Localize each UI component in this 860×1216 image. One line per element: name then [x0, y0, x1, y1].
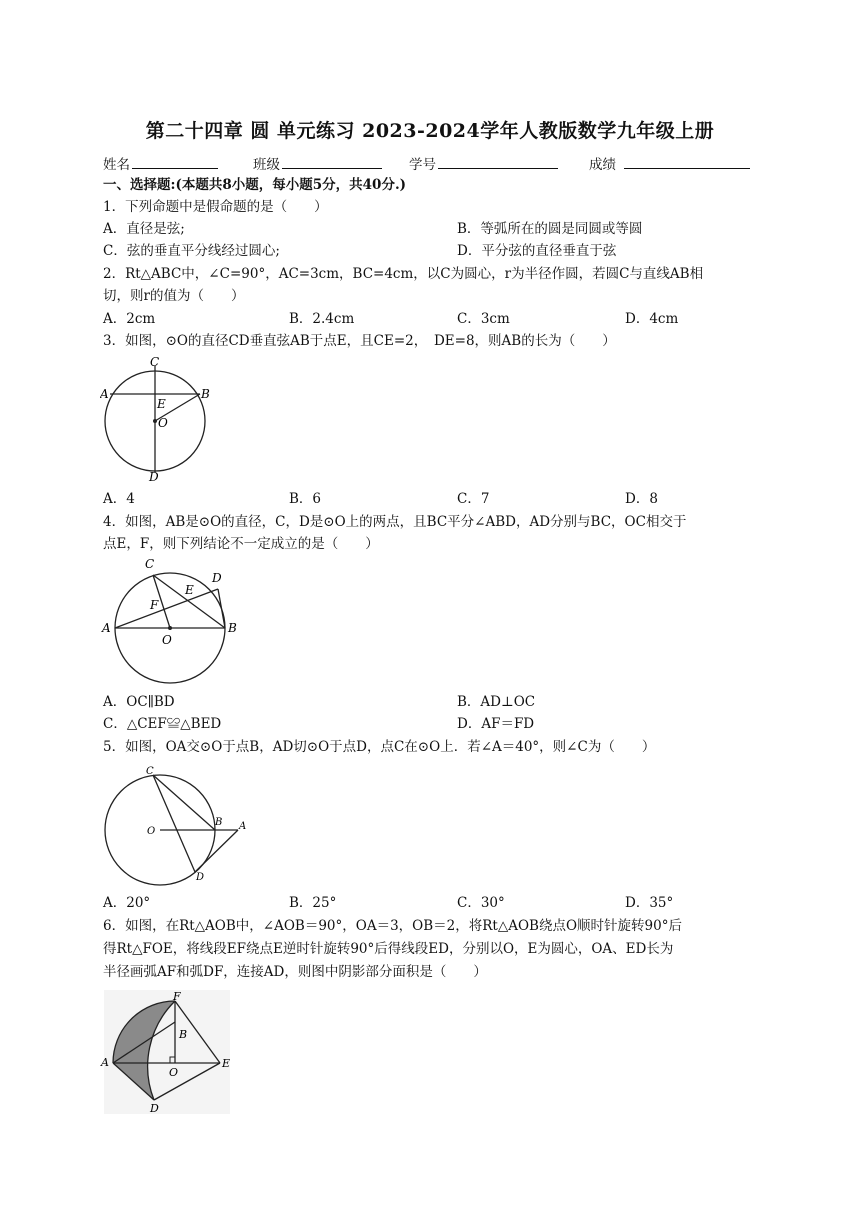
q5-label-b: B — [215, 817, 223, 828]
q1-stem: 1．下列命题中是假命题的是（ ） — [103, 199, 328, 215]
q4-stem-line1: 4．如图，AB是⊙O的直径，C，D是⊙O上的两点，且BC平分∠ABD，AD分别与BC，OC相交于 — [103, 514, 687, 530]
q3-option-b[interactable]: B．6 — [289, 491, 322, 507]
q5-option-a[interactable]: A．20° — [103, 895, 151, 911]
q3-figure — [100, 354, 225, 484]
id-blank[interactable] — [438, 153, 558, 169]
q2-stem-line1: 2．Rt△ABC中，∠C=90°，AC=3cm，BC=4cm，以C为圆心，r为半径作圆，若圆C与直线AB相 — [103, 266, 704, 282]
q3-label-e: E — [157, 397, 166, 411]
q3-stem: 3．如图，⊙O的直径CD垂直弦AB于点E，且CE=2， DE=8，则AB的长为（ ） — [103, 333, 616, 349]
q3-label-d: D — [149, 470, 159, 484]
section-heading: 一、选择题:(本题共8小题，每小题5分，共40分.) — [103, 177, 407, 193]
q4-label-e: E — [185, 583, 194, 597]
class-label: 班级 — [253, 157, 280, 173]
q5-stem: 5．如图，OA交⊙O于点B，AD切⊙O于点D，点C在⊙O上．若∠A＝40°，则∠C为（ ） — [103, 739, 656, 755]
q1-option-b[interactable]: B．等弧所在的圆是同圆或等圆 — [457, 221, 643, 237]
q5-label-a: A — [239, 821, 247, 832]
q3-label-o: O — [158, 416, 168, 430]
q5-option-d[interactable]: D．35° — [625, 895, 674, 911]
q4-label-o: O — [162, 633, 172, 647]
score-label: 成绩 — [589, 157, 616, 173]
q3-label-b: B — [201, 387, 210, 401]
q3-option-c[interactable]: C．7 — [457, 491, 490, 507]
q4-stem-line2: 点E，F，则下列结论不一定成立的是（ ） — [103, 536, 379, 552]
q5-label-o: O — [147, 826, 156, 837]
score-field[interactable] — [589, 153, 750, 175]
q5-option-b[interactable]: B．25° — [289, 895, 337, 911]
score-blank[interactable] — [624, 153, 750, 169]
q5-figure — [100, 762, 250, 887]
q3-label-c: C — [150, 355, 160, 369]
q1-option-c[interactable]: C．弦的垂直平分线经过圆心; — [103, 243, 280, 259]
q2-option-a[interactable]: A．2cm — [103, 311, 156, 327]
q4-option-a[interactable]: A．OC∥BD — [103, 694, 175, 710]
page-title: 第二十四章 圆 单元练习 2023-2024学年人教版数学九年级上册 — [145, 120, 715, 142]
q6-label-d: D — [150, 1102, 159, 1115]
q6-stem-line1: 6．如图，在Rt△AOB中，∠AOB＝90°，OA＝3，OB＝2，将Rt△AOB绕点O顺时针旋转90°后 — [103, 918, 682, 934]
q4-label-c: C — [145, 557, 155, 571]
q5-label-c: C — [146, 766, 154, 777]
q6-stem-line3: 半径画弧AF和弧DF，连接AD，则图中阴影部分面积是（ ） — [103, 964, 487, 980]
q5-option-c[interactable]: C．30° — [457, 895, 505, 911]
class-blank[interactable] — [282, 153, 382, 169]
q3-label-a: A — [100, 387, 109, 401]
q6-label-f: F — [173, 990, 181, 1003]
id-label: 学号 — [409, 157, 436, 173]
q6-label-a: A — [101, 1056, 109, 1069]
id-field[interactable] — [409, 153, 558, 175]
q3-option-a[interactable]: A．4 — [103, 491, 135, 507]
q6-stem-line2: 得Rt△FOE，将线段EF绕点E逆时针旋转90°后得线段ED，分别以O，E为圆心，OA、ED长为 — [103, 941, 674, 957]
q4-label-f: F — [150, 598, 159, 612]
q5-label-d: D — [196, 872, 205, 883]
q1-option-a[interactable]: A．直径是弦; — [103, 221, 185, 237]
q6-label-o: O — [169, 1066, 179, 1079]
name-label: 姓名 — [103, 157, 130, 173]
q4-figure — [100, 554, 245, 686]
q4-label-d: D — [212, 571, 222, 585]
q6-figure — [98, 988, 238, 1116]
class-field[interactable] — [253, 153, 382, 175]
q2-option-b[interactable]: B．2.4cm — [289, 311, 355, 327]
q4-label-b: B — [228, 621, 237, 635]
q4-label-a: A — [102, 621, 111, 635]
q6-label-b: B — [179, 1028, 188, 1041]
q2-stem-line2: 切，则r的值为（ ） — [103, 288, 245, 304]
q6-label-e: E — [222, 1057, 231, 1070]
q4-option-d[interactable]: D．AF＝FD — [457, 716, 535, 732]
q2-option-d[interactable]: D．4cm — [625, 311, 679, 327]
q4-option-b[interactable]: B．AD⊥OC — [457, 694, 536, 710]
name-field[interactable] — [103, 153, 218, 175]
q2-option-c[interactable]: C．3cm — [457, 311, 510, 327]
q3-option-d[interactable]: D．8 — [625, 491, 658, 507]
q1-option-d[interactable]: D．平分弦的直径垂直于弦 — [457, 243, 617, 259]
name-blank[interactable] — [132, 153, 218, 169]
q4-option-c[interactable]: C．△CEF≌△BED — [103, 716, 222, 732]
